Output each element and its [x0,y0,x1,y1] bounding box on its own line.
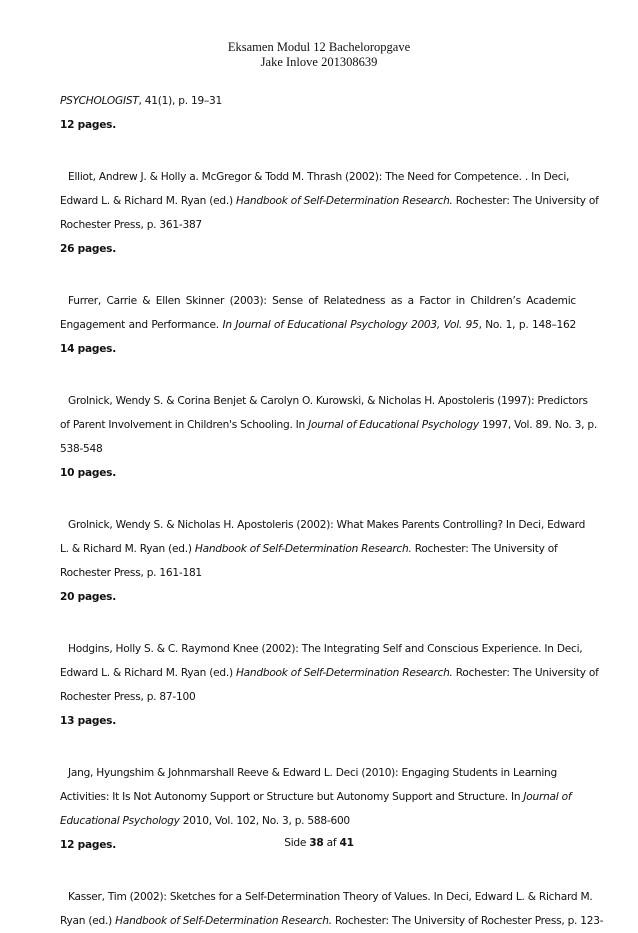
page-count: 20 pages. [60,591,117,603]
current-page-number: 38 [309,837,324,849]
page-header [0,40,638,70]
entry-line: PSYCHOLOGIST, 41(1), p. 19–31 [60,95,222,107]
entry-line: Engagement and Performance. In Journal of Educational Psychology 2003, Vol. 95, No. 1, p. 148–162 [60,319,576,331]
header-title: Eksamen Modul 12 Bacheloropgave [227,40,411,54]
entry-line: Hodgins, Holly S. & C. Raymond Knee (2002): The Integrating Self and Conscious Experience. In Deci, [68,643,583,655]
header-author: Jake Inlove 201308639 [260,55,378,69]
entry-line: Educational Psychology 2010, Vol. 102, No. 3, p. 588-600 [60,815,350,827]
entry-line: Elliot, Andrew J. & Holly a. McGregor & Todd M. Thrash (2002): The Need for Competence. . In Deci, [68,171,570,183]
bibliography-entry [60,513,586,609]
bibliography-entry [60,89,576,137]
bibliography-entry [60,389,597,485]
entry-line: Rochester Press, p. 361-387 [60,219,202,231]
entry-line: Jang, Hyungshim & Johnmarshall Reeve & Edward L. Deci (2010): Engaging Students in Learning [68,767,557,779]
bibliography-entry [60,289,576,361]
page-count: 10 pages. [60,467,117,479]
bibliography-entry [60,165,599,261]
bibliography-list [60,89,604,933]
entry-line: Grolnick, Wendy S. & Corina Benjet & Carolyn O. Kurowski, & Nicholas H. Apostoleris (1997): Predictors [68,395,588,407]
page-count: 13 pages. [60,715,117,727]
entry-line: Edward L. & Richard M. Ryan (ed.) Handbook of Self-Determination Research. Rochester: The University of [60,667,599,679]
page-count: 14 pages. [60,343,117,355]
page-count: 26 pages. [60,243,117,255]
entry-line: L. & Richard M. Ryan (ed.) Handbook of Self-Determination Research. Rochester: The University of [60,543,558,555]
page-count: 12 pages. [60,119,117,131]
entry-line: Grolnick, Wendy S. & Nicholas H. Apostoleris (2002): What Makes Parents Controlling? In Deci, Edward [68,519,586,531]
entry-line: Furrer, Carrie & Ellen Skinner (2003): Sense of Relatedness as a Factor in Children’s Academic [68,295,576,307]
page-number-separator: af [323,837,340,849]
entry-line: Rochester Press, p. 161-181 [60,567,202,579]
page-footer [0,837,638,849]
entry-line: 538-548 [60,443,103,455]
bibliography-entry [60,637,599,733]
page-count: 12 pages. [60,839,117,851]
entry-line: Edward L. & Richard M. Ryan (ed.) Handbook of Self-Determination Research. Rochester: The University of [60,195,599,207]
entry-line: of Parent Involvement in Children's Schooling. In Journal of Educational Psychology 1997, Vol. 89. No. 3, p. [60,419,597,431]
entry-line: Kasser, Tim (2002): Sketches for a Self-Determination Theory of Values. In Deci, Edward L. & Richard M. [68,891,593,903]
total-page-number: 41 [339,837,354,849]
entry-line: Rochester Press, p. 87-100 [60,691,196,703]
entry-line: Activities: It Is Not Autonomy Support or Structure but Autonomy Support and Structure. In Journal of [60,791,572,803]
entry-line: Ryan (ed.) Handbook of Self-Determination Research. Rochester: The University of Rochester Press, p. 123- [60,915,604,927]
bibliography-entry [60,885,604,933]
page-number-prefix: Side [284,837,310,849]
